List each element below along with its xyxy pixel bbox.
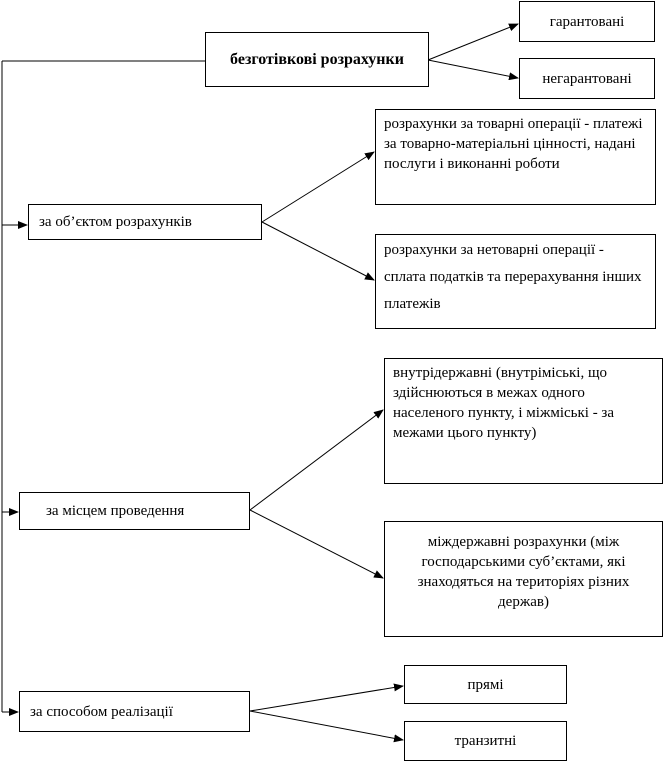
category-1-to-child-2-arrow: [262, 222, 374, 280]
child-commodity-operations: розрахунки за товарні операції - платежі за товарно-матеріальні цінності, надані послуги і виконанні роботи: [375, 109, 656, 205]
category-2-to-child-2-arrow: [250, 510, 383, 578]
category-method-of-realization: за способом реалізації: [19, 691, 250, 732]
root-node: безготівкові розрахунки: [205, 32, 429, 87]
root-to-guaranteed-arrow: [428, 24, 518, 60]
child-domestic: внутрідержавні (внутріміські, що здійснюються в межах одного населеного пункту, і міжміські - за межами цього пункту): [384, 358, 663, 484]
leaf-nonguaranteed: негарантовані: [519, 58, 655, 99]
category-object-of-settlement: за об’єктом розрахунків: [28, 204, 262, 240]
leaf-direct: прямі: [404, 665, 567, 704]
category-2-to-child-1-arrow: [250, 410, 383, 510]
category-3-to-child-2-arrow: [250, 711, 403, 740]
root-to-nonguaranteed-arrow: [428, 60, 518, 78]
category-1-to-child-1-arrow: [262, 152, 374, 222]
category-place-of-settlement: за місцем проведення: [19, 492, 250, 530]
category-3-to-child-1-arrow: [250, 686, 403, 711]
leaf-guaranteed: гарантовані: [519, 1, 655, 42]
leaf-transit: транзитні: [404, 721, 567, 761]
child-interstate: міждержавні розрахунки (між господарськими суб’єктами, які знаходяться на територіях різних держав): [384, 521, 663, 637]
child-noncommodity-operations: розрахунки за нетоварні операції - сплата податків та перерахування інших платежів: [375, 234, 656, 329]
